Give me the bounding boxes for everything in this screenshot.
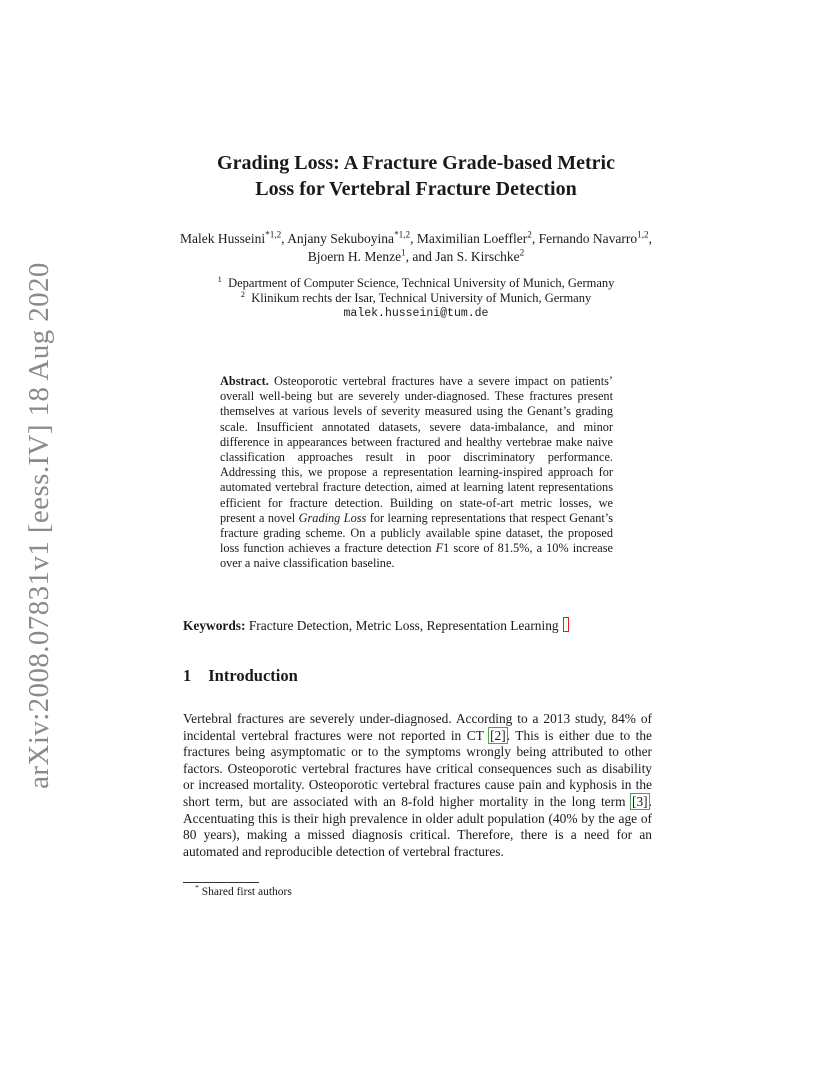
keywords-text: Fracture Detection, Metric Loss, Representation Learning xyxy=(248,618,559,633)
author-email[interactable]: malek.husseini@tum.de xyxy=(343,307,489,320)
citation-link[interactable]: [3] xyxy=(632,793,648,809)
arxiv-stamp xyxy=(14,261,64,789)
author: Bjoern H. Menze$^1$, and xyxy=(307,247,436,264)
footnote-link-box[interactable] xyxy=(563,617,569,632)
author: Fernando Navarro$^{1,2}$, xyxy=(538,229,652,246)
paper-title xyxy=(150,150,682,202)
author: Malek Husseini$^{*1,2}$, xyxy=(179,229,288,246)
author: Maximilian Loeffler$^2$, xyxy=(416,229,539,246)
author: Anjany Sekuboyina$^{*1,2}$, xyxy=(287,229,417,246)
arxiv-stamp-text: arXiv:2008.07831v1 [eess.IV] 18 Aug 2020 xyxy=(22,261,55,789)
citation-link[interactable]: [2] xyxy=(490,727,506,743)
affiliations xyxy=(170,273,662,321)
footnote: * Shared first authors xyxy=(195,883,292,898)
keywords-label: Keywords: xyxy=(183,618,246,633)
intro-paragraph: Vertebral fractures are severely under-diagnosed. According to a 2013 study, 84% of incidental vertebral fractures were not reported in CT [2]. This is either due to the fractures being asymptomatic or to the symptoms wrongly being attributed to other factors. Osteoporotic vertebral fractures have critical consequences such as disability or increased mortality. Osteoporotic vertebral fractures cause pain and kyphosis in the short term, but are associated with an 8-fold higher mortality in the long term [3]. Accentuating this is their high prevalence in older adult population (40% by the age of 80 years), making a missed diagnosis critical. Therefore, there is a need for an automated and reproducible detection of vertebral fractures. xyxy=(183,711,652,859)
author-list xyxy=(170,230,662,266)
affiliation-2: $^2$ Klinikum rechts der Isar, Technical University of Munich, Germany xyxy=(240,288,592,305)
section-heading xyxy=(183,666,298,686)
title-line-1: Grading Loss: A Fracture Grade-based Metric xyxy=(217,152,615,174)
affiliation-1: $^1$ Department of Computer Science, Technical University of Munich, Germany xyxy=(217,273,615,290)
section-number: 1 xyxy=(183,666,192,685)
title-line-2: Loss for Vertebral Fracture Detection xyxy=(255,178,577,200)
keywords xyxy=(183,617,653,635)
author: Jan S. Kirschke$^2$ xyxy=(435,247,525,264)
abstract: Abstract. Osteoporotic vertebral fractures have a severe impact on patients’ overall well-being but are severely under-diagnosed. These fractures present themselves at various levels of severity measured using the Genant’s grading scale. Insufficient annotated datasets, severe data-imbalance, and minor difference in appearances between fractured and healthy vertebrae make naive classification approaches result in poor discriminatory performance. Addressing this, we propose a representation learning-inspired approach for automated vertebral fracture detection, aimed at learning latent representations efficient for fracture detection. Building on state-of-art metric losses, we present a novel Grading Loss for learning representations that respect Genant’s fracture grading scheme. On a publicly available spine dataset, the proposed loss function achieves a fracture detection F1 score of 81.5%, a 10% increase over a naive classification baseline. xyxy=(220,374,614,571)
section-title: Introduction xyxy=(208,666,298,685)
abstract-label: Abstract. xyxy=(220,374,269,388)
grading-loss-term: Grading Loss xyxy=(298,510,367,525)
